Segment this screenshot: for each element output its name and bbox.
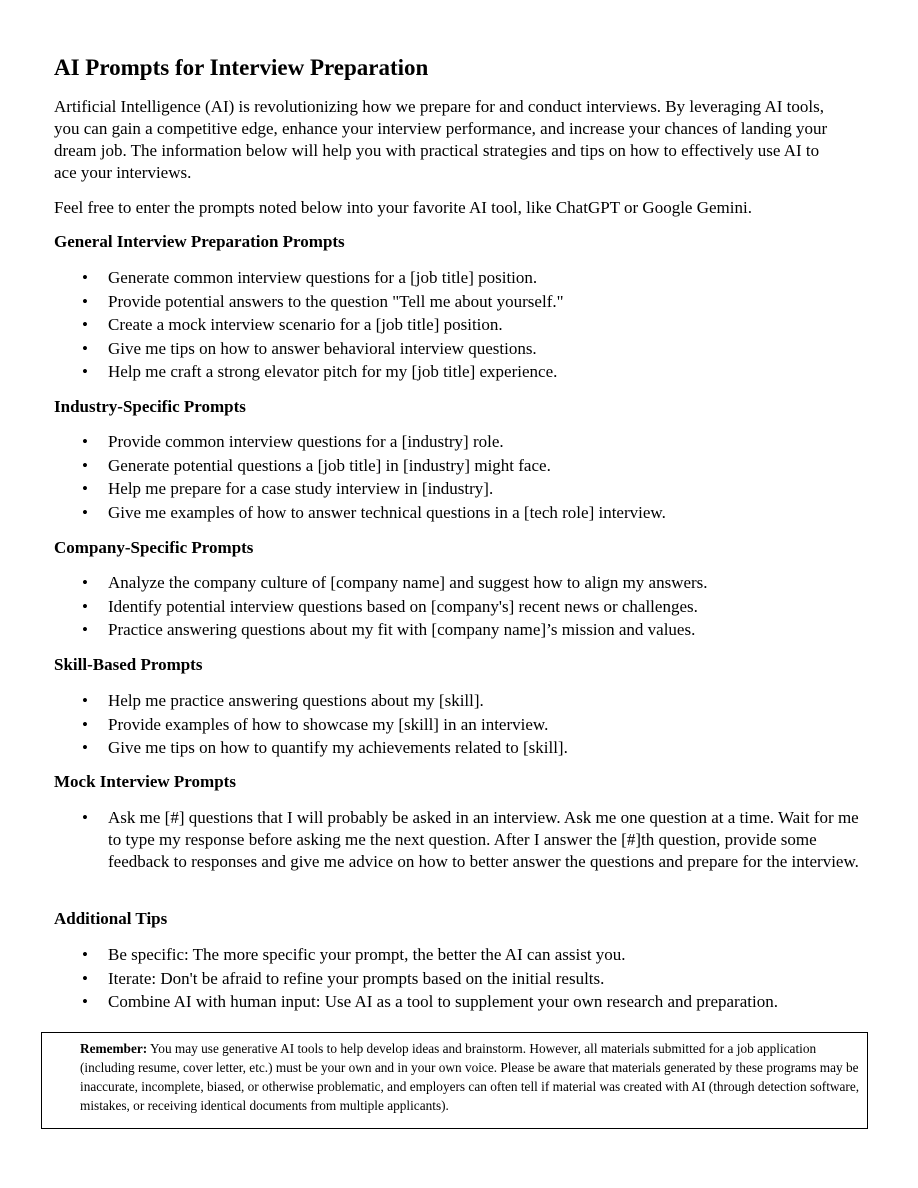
list-item: • Give me examples of how to answer technical questions in a [tech role] interview.	[54, 501, 864, 525]
intro-paragraph: Artificial Intelligence (AI) is revolutionizing how we prepare for and conduct interviews. By leveraging AI tools, you can gain a competitive edge, enhance your interview performance, and increase your chances of landing your dream job. The information below will help you with practical strategies and tips on how to effectively use AI to ace your interviews.	[54, 97, 828, 182]
remember-notice-box	[41, 1032, 868, 1129]
list-item: • Create a mock interview scenario for a [job title] position.	[54, 313, 864, 337]
section-heading-industry: Industry-Specific Prompts	[54, 397, 246, 416]
list-item: • Be specific: The more specific your prompt, the better the AI can assist you.	[54, 943, 864, 967]
section-heading-tips: Additional Tips	[54, 909, 168, 928]
section-heading-general: General Interview Preparation Prompts	[54, 232, 345, 251]
list-item: • Iterate: Don't be afraid to refine your prompts based on the initial results.	[54, 967, 864, 991]
list-item: • Ask me [#] questions that I will probably be asked in an interview. Ask me one question at a time. Wait for me to type my response before asking me the next question. After I answer the [#]th question, provide some feedback to responses and give me advice on how to better answer the questions and prepare for the interview.	[82, 808, 859, 871]
list-item: • Generate potential questions a [job title] in [industry] might face.	[54, 454, 864, 478]
remember-body: You may use generative AI tools to help develop ideas and brainstorm. However, all materials submitted for a job application (including resume, cover letter, etc.) must be your own and in your own voice. Please be aware that materials generated by these programs may be inaccurate, incomplete, biased, or otherwise problematic, and employers can often tell if material was created with AI (through detection software, mistakes, or receiving identical documents from multiple applicants).	[80, 1041, 860, 1113]
list-item: • Give me tips on how to answer behavioral interview questions.	[54, 337, 864, 361]
bullet-icon: •	[82, 573, 88, 592]
bullet-icon: •	[82, 291, 88, 311]
section-heading-mock: Mock Interview Prompts	[54, 772, 236, 791]
bullet-icon: •	[82, 338, 88, 358]
list-company	[54, 571, 864, 642]
bullet-icon: •	[82, 714, 88, 734]
list-tips	[54, 943, 864, 1014]
bullet-icon: •	[82, 315, 88, 335]
bullet-icon: •	[82, 945, 88, 964]
remember-notice-text	[80, 1039, 860, 1115]
remember-label: Remember:	[80, 1041, 148, 1056]
bullet-icon: •	[82, 502, 88, 522]
bullet-icon: •	[82, 268, 88, 287]
bullet-icon: •	[82, 738, 88, 758]
bullet-icon: •	[82, 620, 88, 640]
bullet-icon: •	[82, 362, 88, 382]
list-item: • Help me craft a strong elevator pitch for my [job title] experience.	[54, 360, 864, 384]
list-general	[54, 266, 864, 384]
list-item: • Identify potential interview questions based on [company's] recent news or challenges.	[54, 595, 864, 619]
list-item: • Provide common interview questions for a [industry] role.	[54, 430, 864, 454]
bullet-icon: •	[82, 455, 88, 475]
section-heading-skill: Skill-Based Prompts	[54, 655, 203, 674]
section-heading-company: Company-Specific Prompts	[54, 538, 254, 557]
page-title: AI Prompts for Interview Preparation	[54, 55, 429, 80]
bullet-icon: •	[82, 968, 88, 988]
list-item: • Give me tips on how to quantify my achievements related to [skill].	[54, 736, 864, 760]
list-item: • Provide examples of how to showcase my [skill] in an interview.	[54, 713, 864, 737]
bullet-icon: •	[82, 596, 88, 616]
bullet-icon: •	[82, 479, 88, 499]
bullet-icon: •	[82, 432, 88, 451]
bullet-icon: •	[82, 992, 88, 1012]
list-skill	[54, 689, 864, 760]
list-industry	[54, 430, 864, 524]
list-item: • Analyze the company culture of [company name] and suggest how to align my answers.	[54, 571, 864, 595]
list-mock	[54, 807, 864, 873]
list-item: • Generate common interview questions for a [job title] position.	[54, 266, 864, 290]
list-item: • Provide potential answers to the question "Tell me about yourself."	[54, 290, 864, 314]
list-item: • Help me practice answering questions about my [skill].	[54, 689, 864, 713]
bullet-icon: •	[82, 808, 88, 827]
bullet-icon: •	[82, 691, 88, 710]
instruction-paragraph: Feel free to enter the prompts noted below into your favorite AI tool, like ChatGPT or Google Gemini.	[54, 198, 752, 217]
list-item: • Help me prepare for a case study interview in [industry].	[54, 477, 864, 501]
list-item: • Practice answering questions about my fit with [company name]’s mission and values.	[54, 618, 864, 642]
list-item: • Combine AI with human input: Use AI as a tool to supplement your own research and preparation.	[54, 990, 864, 1014]
